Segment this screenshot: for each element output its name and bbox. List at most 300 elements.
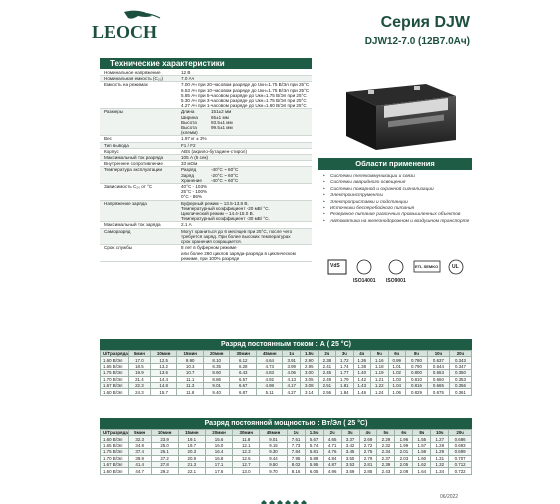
table-cell: 4.65	[323, 436, 341, 442]
table-cell: 1.28	[431, 442, 449, 448]
table-cell: 15.6	[205, 436, 232, 442]
table-cell: 12.1	[233, 442, 260, 448]
table-cell: 8.16	[287, 468, 305, 474]
table-cell: 3.05	[300, 376, 318, 382]
spec-sub-key: Высота (клемм)	[181, 125, 198, 136]
table-cell: 20.3	[178, 449, 205, 455]
table-header-cell: 15мин	[177, 351, 204, 357]
table-cell: 9.30	[260, 449, 287, 455]
table-cell: 4.92	[256, 376, 283, 382]
table-cell: 4.27	[283, 389, 300, 395]
table-header-cell: 1ч	[283, 351, 300, 357]
table-cell: 18.5	[128, 363, 150, 369]
table-cell: 2.37	[377, 455, 395, 461]
table-cell: 0.660	[427, 376, 449, 382]
table-cell: 12.5	[150, 357, 177, 363]
table-cell: 16.0	[205, 442, 232, 448]
table-cell: 2.75	[359, 449, 377, 455]
table-cell: 0.644	[427, 363, 449, 369]
table-cell: 13.0	[233, 468, 260, 474]
table-cell: 14.4	[150, 376, 177, 382]
spec-sub-value: -40°C ~ 60°C	[211, 177, 239, 183]
spec-label: Внутреннее сопротивление	[104, 161, 163, 167]
spec-line: Температурный коэффициент -20 мВ/ °C.	[181, 205, 270, 211]
table-cell: 0.699	[449, 449, 472, 455]
table-header-cell: 5мин	[128, 351, 150, 357]
table-cell: 0.780	[405, 357, 427, 363]
table-cell: 0.790	[405, 363, 427, 369]
table-cell: 27.2	[151, 455, 178, 461]
table-cell: 1.59	[413, 449, 431, 455]
table-cell: 2.95	[300, 363, 318, 369]
spec-row	[100, 229, 312, 246]
application-item: • Системы аварийного освещения	[322, 180, 472, 185]
table-header-cell: U/Tразряда	[101, 351, 129, 357]
table-cell: 1.16	[371, 357, 388, 363]
table-header-cell: 20ч	[449, 351, 471, 357]
spec-label: Размеры	[104, 109, 124, 115]
table-cell: 0.800	[405, 370, 427, 376]
table-cell: 1.34	[431, 468, 449, 474]
spec-row	[100, 109, 312, 136]
table-cell: 3.14	[300, 389, 318, 395]
table-cell: 1.60 В/Эл	[101, 357, 129, 363]
table-cell: 11.8	[233, 436, 260, 442]
table-cell: 5.95	[305, 461, 323, 467]
table-cell: 2.69	[359, 436, 377, 442]
spec-line: 8 лет в буферном режиме	[181, 245, 237, 251]
table-cell: 1.43	[353, 382, 370, 388]
table-header-cell: 1.5ч	[305, 430, 323, 436]
table-cell: 9.01	[203, 382, 230, 388]
table-cell: 6.05	[305, 468, 323, 474]
table-cell: 0.653	[427, 370, 449, 376]
table-cell: 1.38	[353, 363, 370, 369]
table-cell: 4.84	[323, 455, 341, 461]
table-cell: 2.39	[377, 461, 395, 467]
table-cell: 17.6	[205, 468, 232, 474]
spec-value: 33 мОм	[181, 161, 198, 167]
spec-sub-value: 99.5±1 мм	[211, 125, 233, 131]
svg-text:LEOCH: LEOCH	[92, 22, 158, 42]
table-cell: 1.18	[371, 363, 388, 369]
table-cell: 20.9	[178, 455, 205, 461]
table-cell: 0.353	[449, 376, 471, 382]
table-cell: 1.19	[371, 370, 388, 376]
spec-label: Номинальная емкость (C₂₀)	[104, 76, 164, 82]
spec-sub-key: Длина	[181, 109, 195, 115]
table-cell: 6.28	[230, 363, 257, 369]
application-item: • Электроинструменты	[322, 193, 472, 198]
table-cell: 13.2	[150, 363, 177, 369]
application-item: • Системы пожарной и охранной сигнализации	[322, 187, 472, 192]
spec-value	[181, 109, 312, 135]
spec-line: или более 260 циклов заряда-разряда в циклическом	[181, 250, 296, 256]
application-item: • Автоматика на железнодорожном и воздушном транспорте	[322, 219, 472, 224]
table-cell: 13.6	[150, 370, 177, 376]
table-cell: 4.64	[256, 357, 283, 363]
spec-label: Зависимость C₂₀ от °C	[104, 184, 153, 190]
table-cell: 17.1	[205, 461, 232, 467]
table-cell: 3.08	[300, 382, 318, 388]
application-item: • Системы телекоммуникации и связи	[322, 174, 472, 179]
table-cell: 5.74	[305, 442, 323, 448]
table-cell: 1.01	[388, 363, 405, 369]
table-cell: 1.60 В/Эл	[101, 389, 129, 395]
table-cell: 4.87	[323, 461, 341, 467]
spec-line: 0°C - 86%	[181, 194, 202, 200]
table-cell: 0.99	[388, 357, 405, 363]
table-cell: 3.37	[341, 436, 359, 442]
table-cell: 1.22	[371, 382, 388, 388]
spec-line: 40°C - 103%	[181, 184, 208, 190]
table-header-cell: 45мин	[260, 430, 287, 436]
table-cell: 0.693	[449, 442, 472, 448]
specs-title: Технические характеристики	[100, 58, 312, 69]
spec-sub-key: Ширина	[181, 114, 198, 120]
table-cell: 2.08	[395, 468, 413, 474]
table-header-cell: 8ч	[413, 430, 431, 436]
table-header-cell: 8ч	[405, 351, 427, 357]
table-cell: 1.70 В/Эл	[101, 455, 129, 461]
spec-sub-value: -40°C ~ 60°C	[211, 167, 239, 173]
table-cell: 0.686	[449, 436, 472, 442]
table-cell: 1.74	[336, 363, 353, 369]
table-cell: 0.816	[405, 382, 427, 388]
table-cell: 22.3	[128, 382, 150, 388]
spec-label: Вес	[104, 136, 112, 142]
table-cell: 6.67	[230, 382, 257, 388]
etl-cert: ETL SEMKO	[415, 264, 439, 269]
table-cell: 8.02	[287, 461, 305, 467]
spec-label: Максимальный ток заряда	[104, 222, 161, 228]
spec-row	[100, 245, 312, 262]
table-cell: 0.356	[449, 382, 471, 388]
spec-line: Циклический режим – 14.4-15.0 В.	[181, 211, 254, 217]
table-cell: 5.67	[305, 436, 323, 442]
certifications	[326, 258, 472, 288]
table-cell: 9.15	[260, 442, 287, 448]
table-cell: 4.76	[323, 449, 341, 455]
table-header-cell: 10мин	[151, 430, 178, 436]
table-header-cell: 4ч	[359, 430, 377, 436]
table-cell: 2.32	[377, 442, 395, 448]
table-cell: 1.29	[431, 449, 449, 455]
table-cell: 9.44	[260, 455, 287, 461]
table-cell: 2.43	[377, 468, 395, 474]
table-cell: 2.03	[395, 455, 413, 461]
table-cell: 1.31	[431, 455, 449, 461]
spec-line: 6.53 Ач при 10-часовом разряде до Uкн=1.75 В/Эл при 25°C	[181, 87, 310, 93]
table-cell: 2.90	[300, 357, 318, 363]
spec-line: 5.85 Ач при 5-часовом разряде до Uкн=1.75 В/Эл при 25°C	[181, 92, 307, 98]
series-title: Серия DJW	[380, 14, 470, 31]
table-cell: 39.9	[128, 455, 151, 461]
spec-value	[181, 82, 312, 108]
table-header-cell: 15мин	[178, 430, 205, 436]
table-header-cell: 3ч	[341, 430, 359, 436]
table-cell: 1.65 В/Эл	[101, 363, 129, 369]
table-cell: 25.0	[151, 442, 178, 448]
table-header-cell: 10ч	[431, 430, 449, 436]
spec-sub-value: 151±2 мм	[211, 109, 232, 115]
spec-sub-key: Высота	[181, 119, 197, 125]
table-cell: 44.7	[128, 468, 151, 474]
spec-line: срок хранения сокращается.	[181, 239, 242, 245]
spec-row	[100, 184, 312, 201]
table-cell: 1.36	[353, 357, 370, 363]
table-cell: 8.60	[203, 370, 230, 376]
table-header-cell: 2ч	[318, 351, 335, 357]
table-header-cell: 5ч	[371, 351, 388, 357]
table-header-cell: U/Tразряда	[101, 430, 129, 436]
table-cell: 7.84	[287, 449, 305, 455]
table-cell: 2.81	[359, 461, 377, 467]
table-cell: 1.42	[353, 376, 370, 382]
table-cell: 0.637	[427, 357, 449, 363]
table-cell: 2.01	[395, 449, 413, 455]
spec-row	[100, 167, 312, 184]
table-cell: 14.8	[150, 382, 177, 388]
spec-line: Температурный коэффициент -30 мВ/ °C.	[181, 216, 270, 222]
table-cell: 1.84	[336, 389, 353, 395]
table-header-cell: 20мин	[205, 430, 232, 436]
table-cell: 3.53	[341, 461, 359, 467]
table-cell: 2.51	[318, 382, 335, 388]
table-cell: 11.3	[177, 382, 204, 388]
table-cell: 1.55	[413, 436, 431, 442]
table-cell: 8.10	[203, 357, 230, 363]
table-cell: 1.60 В/Эл	[101, 436, 129, 442]
table-cell: 6.12	[230, 357, 257, 363]
table-cell: 1.62	[413, 461, 431, 467]
spec-line: требуется заряд. При более высоких температурах	[181, 233, 291, 239]
table-cell: 1.72	[336, 357, 353, 363]
table-header-cell: 10мин	[150, 351, 177, 357]
leoch-logo	[88, 8, 208, 44]
table-header-cell: 45мин	[256, 351, 283, 357]
table-cell: 8.86	[203, 376, 230, 382]
table-cell: 1.24	[371, 389, 388, 395]
table-cell: 0.829	[405, 389, 427, 395]
table-header-cell: 6ч	[395, 430, 413, 436]
specs-table	[100, 70, 312, 262]
table-cell: 32.3	[128, 436, 151, 442]
table-cell: 9.01	[260, 436, 287, 442]
table-cell: 2.72	[359, 442, 377, 448]
table-cell: 6.87	[230, 389, 257, 395]
spec-label: Номинальное напряжение	[104, 70, 161, 75]
table-cell: 11.1	[177, 376, 204, 382]
table-cell: 16.4	[205, 449, 232, 455]
table-cell: 7.61	[287, 436, 305, 442]
table-cell: 3.99	[283, 363, 300, 369]
spec-value: 7.0 Ач	[181, 76, 195, 82]
spec-value	[181, 201, 312, 222]
table-cell: 10.3	[177, 363, 204, 369]
table-cell: 1.03	[388, 376, 405, 382]
table-cell: 0.707	[449, 455, 472, 461]
table-cell: 24.3	[128, 389, 150, 395]
table-cell: 9.70	[260, 468, 287, 474]
spec-line: режиме, при 100% разряде	[181, 255, 240, 261]
table-header-cell: 3ч	[336, 351, 353, 357]
table-header-cell: 10ч	[427, 351, 449, 357]
spec-line: 7.00 Ач при 20-часовом разряде до Uкн=1.75 В/Эл при 25°C	[181, 82, 310, 88]
table-cell: 1.99	[395, 442, 413, 448]
table-cell: 3.91	[283, 357, 300, 363]
spec-sub-value: 93.5±1 мм	[211, 119, 233, 125]
applications-title: Области применения	[318, 158, 472, 170]
vds-cert: VdS	[330, 263, 340, 269]
table-cell: 4.17	[283, 382, 300, 388]
table-cell: 1.81	[336, 382, 353, 388]
table-cell: 12.7	[233, 461, 260, 467]
table-cell: 1.96	[395, 436, 413, 442]
table-cell: 7.73	[287, 442, 305, 448]
table-row	[101, 389, 472, 395]
table-header-cell: 2ч	[323, 430, 341, 436]
table-cell: 5.11	[256, 389, 283, 395]
table-cell: 0.810	[405, 376, 427, 382]
footer-ornament	[255, 494, 315, 502]
table-cell: 2.79	[359, 455, 377, 461]
table-cell: 0.343	[449, 357, 471, 363]
table-row	[101, 468, 472, 474]
table-header-cell: 6ч	[388, 351, 405, 357]
table-cell: 9.50	[260, 461, 287, 467]
table-cell: 6.43	[230, 370, 257, 376]
spec-line: Могут храниться до 6 месяцев при 25°C, после чего	[181, 228, 293, 234]
table-cell: 1.02	[388, 370, 405, 376]
table-header-cell: 30мин	[233, 430, 260, 436]
table-cell: 1.60 В/Эл	[101, 468, 129, 474]
table-cell: 12.6	[233, 455, 260, 461]
table-cell: 0.361	[449, 389, 471, 395]
spec-sub-value: 65±1 мм	[211, 114, 229, 120]
table-cell: 1.67 В/Эл	[101, 461, 129, 467]
table-cell: 3.45	[341, 449, 359, 455]
spec-row	[100, 82, 312, 109]
iso9001-cert: ISO9001	[386, 278, 406, 284]
power-discharge-table	[100, 418, 472, 475]
table-header-cell: 30мин	[230, 351, 257, 357]
table-cell: 26.1	[151, 449, 178, 455]
table-cell: 1.60	[413, 455, 431, 461]
spec-label: Тип вывода	[104, 142, 129, 148]
table-header-cell: 5ч	[377, 430, 395, 436]
table-cell: 27.8	[151, 461, 178, 467]
table-header-cell: 20ч	[449, 430, 472, 436]
table-cell: 2.41	[318, 363, 335, 369]
ul-cert: UL	[452, 264, 459, 270]
footer-date: 06/2022	[440, 494, 459, 500]
table-cell: 1.40	[353, 370, 370, 376]
table-cell: 6.57	[230, 376, 257, 382]
spec-value	[181, 184, 312, 200]
table-cell: 1.75 В/Эл	[101, 370, 129, 376]
spec-label: Емкость на режимах	[104, 82, 148, 88]
spec-label: Напряжение заряда	[104, 200, 147, 206]
spec-line: 4.27 Ач при 1-часовом разряде до Uкн=1.60 В/Эл при 25°C	[181, 103, 307, 109]
table-cell: 0.712	[449, 461, 472, 467]
table-cell: 1.27	[431, 436, 449, 442]
table-cell: 4.96	[323, 468, 341, 474]
spec-sub-key: Заряд	[181, 172, 195, 178]
spec-value	[181, 167, 312, 183]
table-cell: 1.79	[336, 376, 353, 382]
table-cell: 12.3	[233, 449, 260, 455]
spec-sub-key: Хранение	[181, 177, 202, 183]
power-table-title: Разряд постоянной мощностью : Вт/Эл ( 25 °C)	[100, 418, 472, 429]
table-cell: 1.57	[413, 442, 431, 448]
table-cell: 0.350	[449, 370, 471, 376]
table-cell: 37.4	[128, 449, 151, 455]
current-discharge-table	[100, 339, 472, 396]
table-cell: 41.4	[128, 461, 151, 467]
table-cell: 19.9	[128, 370, 150, 376]
table-header-cell: 4ч	[353, 351, 370, 357]
table-cell: 10.7	[177, 370, 204, 376]
table-cell: 15.7	[150, 389, 177, 395]
spec-label: Корпус	[104, 148, 119, 154]
table-cell: 16.8	[205, 455, 232, 461]
table-cell: 4.73	[256, 363, 283, 369]
table-cell: 1.65 В/Эл	[101, 442, 129, 448]
spec-label: Срок службы	[104, 245, 133, 251]
table-cell: 2.45	[318, 370, 335, 376]
spec-value	[181, 229, 312, 245]
spec-sub-key: Разряд	[181, 167, 197, 173]
spec-row	[100, 201, 312, 223]
table-cell: 2.49	[318, 376, 335, 382]
table-header-cell: 1.5ч	[300, 351, 318, 357]
table-cell: 11.8	[177, 389, 204, 395]
table-cell: 1.77	[336, 370, 353, 376]
table-cell: 19.7	[178, 442, 205, 448]
table-header-cell: 20мин	[203, 351, 230, 357]
application-item: • Источники бесперебойного питания	[322, 206, 472, 211]
table-cell: 9.90	[177, 357, 204, 363]
table-cell: 1.46	[353, 389, 370, 395]
table-cell: 1.04	[388, 382, 405, 388]
application-item: • Электроприставки и подстанции	[322, 200, 472, 205]
table-cell: 2.56	[318, 389, 335, 395]
table-cell: 23.9	[151, 436, 178, 442]
table-header-cell: 5мин	[128, 430, 151, 436]
table-cell: 1.75 В/Эл	[101, 449, 129, 455]
table-cell: 3.42	[341, 442, 359, 448]
table-cell: 1.06	[388, 389, 405, 395]
spec-value: 12 В	[181, 70, 191, 75]
table-cell: 8.35	[203, 363, 230, 369]
table-cell: 4.83	[256, 370, 283, 376]
table-cell: 29.2	[151, 468, 178, 474]
spec-line: Буферный режим – 13.5-13.8 В.	[181, 200, 249, 206]
spec-value: F1 / F2	[181, 142, 196, 148]
table-cell: 4.06	[283, 370, 300, 376]
table-header-cell: 1ч	[287, 430, 305, 436]
table-cell: 2.38	[318, 357, 335, 363]
table-cell: 1.21	[371, 376, 388, 382]
applications-list	[322, 174, 472, 225]
spec-value: ABS (акрило-бутадиен-стирол)	[181, 148, 247, 154]
table-cell: 4.13	[283, 376, 300, 382]
table-cell: 0.722	[449, 468, 472, 474]
spec-label: Саморазряд	[104, 228, 131, 234]
spec-label: Максимальный ток разряда	[104, 155, 164, 161]
table-cell: 5.81	[305, 449, 323, 455]
